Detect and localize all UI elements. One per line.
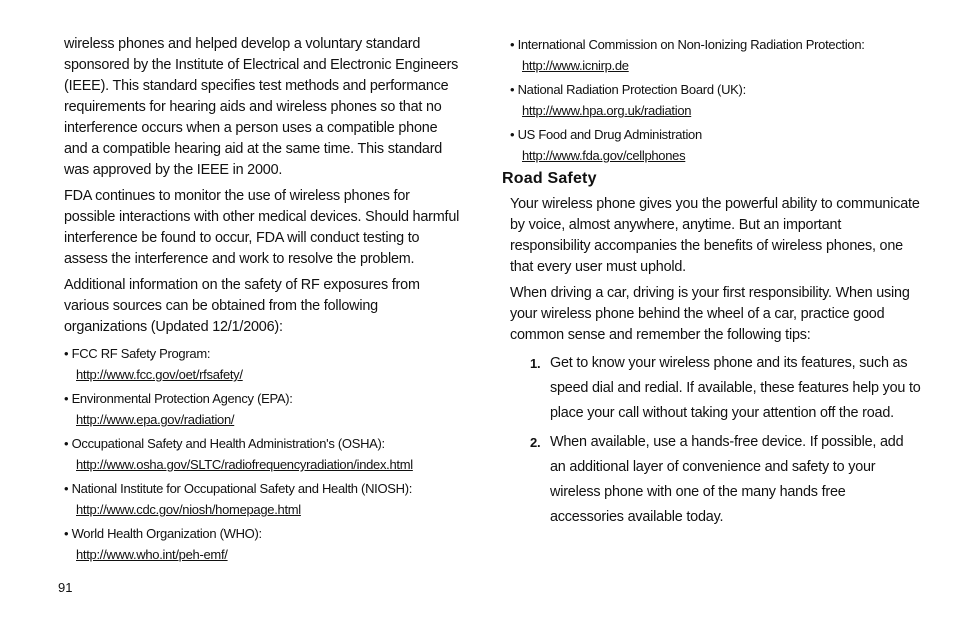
paragraph-road-safety-intro: Your wireless phone gives you the powerful ability to communicate by voice, almost anywhere, anytime. But an important responsibility accompanies the benefits of wireless phones, one that every user must uphold. bbox=[510, 196, 920, 275]
paragraph-ieee: wireless phones and helped develop a voluntary standard sponsored by the Institute of Electrical and Electronic Engineers (IEEE). This standard specifies test methods and performance requirements for hearing aids and wireless phones so that no interference occurs when a person uses a compatible phone and a compatible hearing aid at the same time. This standard was approved by the IEEE in 2000. bbox=[64, 36, 459, 178]
tip-text: When available, use a hands-free device. If possible, add an additional layer of convenience and safety to your wireless phone with one of the many hands free accessories available today. bbox=[550, 434, 904, 525]
list-item bbox=[64, 433, 464, 475]
org-label: • National Institute for Occupational Safety and Health (NIOSH): bbox=[64, 481, 413, 496]
paragraph-additional-info: Additional information on the safety of RF exposures from various sources can be obtained from the following organizations (Updated 12/1/2006): bbox=[64, 277, 420, 335]
tip-number: 1. bbox=[530, 356, 541, 371]
org-label: • US Food and Drug Administration bbox=[510, 127, 702, 142]
org-link[interactable]: http://www.icnirp.de bbox=[522, 58, 629, 73]
page-number: 91 bbox=[58, 580, 73, 595]
left-column bbox=[64, 34, 464, 568]
tip-item bbox=[510, 430, 922, 530]
tips-list bbox=[510, 351, 922, 530]
right-column bbox=[502, 34, 922, 534]
list-item bbox=[64, 343, 464, 385]
org-label: • National Radiation Protection Board (UK): bbox=[510, 82, 746, 97]
org-label: • FCC RF Safety Program: bbox=[64, 346, 211, 361]
org-link[interactable]: http://www.who.int/peh-emf/ bbox=[76, 547, 228, 562]
paragraph-fda-monitor: FDA continues to monitor the use of wireless phones for possible interactions with other medical devices. Should harmful interference be found to occur, FDA will conduct testing to assess the interference and work to resolve the problem. bbox=[64, 188, 460, 267]
org-link[interactable]: http://www.cdc.gov/niosh/homepage.html bbox=[76, 502, 301, 517]
list-item bbox=[502, 79, 922, 121]
org-label: • World Health Organization (WHO): bbox=[64, 526, 262, 541]
tip-text: Get to know your wireless phone and its features, such as speed dial and redial. If available, these features help you to place your call without taking your attention off the road. bbox=[550, 355, 921, 421]
org-label: • Occupational Safety and Health Administration's (OSHA): bbox=[64, 436, 385, 451]
org-label: • International Commission on Non-Ionizing Radiation Protection: bbox=[510, 37, 865, 52]
org-label: • Environmental Protection Agency (EPA): bbox=[64, 391, 293, 406]
list-item bbox=[502, 34, 922, 76]
section-heading: Road Safety bbox=[502, 170, 597, 187]
org-link[interactable]: http://www.epa.gov/radiation/ bbox=[76, 412, 235, 427]
list-item bbox=[64, 523, 464, 565]
org-link[interactable]: http://www.fcc.gov/oet/rfsafety/ bbox=[76, 367, 243, 382]
list-item bbox=[64, 388, 464, 430]
org-link[interactable]: http://www.osha.gov/SLTC/radiofrequencyradiation/index.html bbox=[76, 457, 413, 472]
tip-number: 2. bbox=[530, 435, 541, 450]
org-link[interactable]: http://www.fda.gov/cellphones bbox=[522, 148, 686, 163]
tip-item bbox=[510, 351, 922, 426]
list-item bbox=[64, 478, 464, 520]
list-item bbox=[502, 124, 922, 166]
org-link[interactable]: http://www.hpa.org.uk/radiation bbox=[522, 103, 692, 118]
paragraph-driving-responsibility: When driving a car, driving is your first responsibility. When using your wireless phone behind the wheel of a car, practice good common sense and remember the following tips: bbox=[510, 285, 910, 343]
